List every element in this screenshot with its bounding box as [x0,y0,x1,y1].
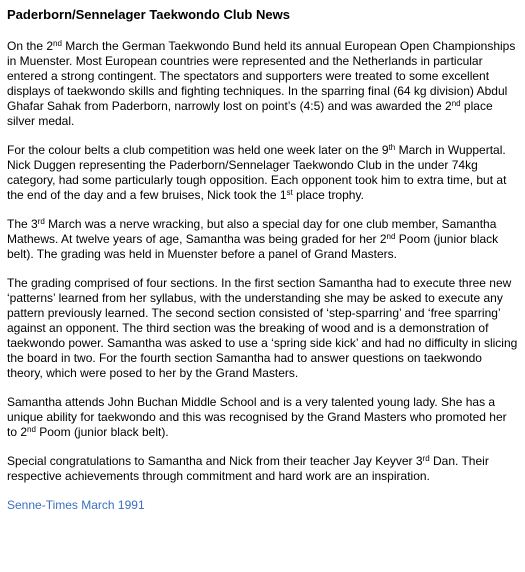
ordinal-superscript: nd [386,232,396,241]
source-credit: Senne-Times March 1991 [7,498,145,512]
paragraph: The 3rd March was a nerve wracking, but also a special day for one club member, Samantha Mathews. At twelve years of age, Samantha was being graded for her 2nd Poom (junior black belt). The grading was held in Muenster before a panel of Grand Masters. [7,217,499,261]
ordinal-superscript: nd [27,425,36,434]
article-title: Paderborn/Sennelager Taekwondo Club News [7,7,290,22]
ordinal-superscript: rd [37,217,45,226]
paragraph: On the 2nd March the German Taekwondo Bund held its annual European Open Championships in Muenster. Most European countries were represented and the Netherlands in particular entered a strong contingent. The spectators and supporters were treated to some excellent displays of taekwondo skills and fighting techniques. In the sparring final (64 kg division) Abdul Ghafar Sahak from Paderborn, narrowly lost on point’s (4:5) and was awarded the 2nd place silver medal. [7,39,516,128]
paragraph: The grading comprised of four sections. In the first section Samantha had to execute three new ‘patterns’ learned from her syllabus, with the understanding she may be asked to execute any pattern previously learned. The second section consisted of ‘step-sparring’ and ‘free sparring’ against an opponent. The third section was the breaking of wood and is a demonstration of taekwondo power. Samantha was asked to use a ‘spring side kick’ and had no difficulty in slicing the board in two. For the fourth section Samantha had to answer questions on taekwondo theory, which were posed to her by the Grand Masters. [7,276,518,380]
paragraph: Samantha attends John Buchan Middle School and is a very talented young lady. She has a unique ability for taekwondo and this was recognised by the Grand Masters who promoted her to 2nd Poom (junior black belt). [7,395,507,439]
article [7,7,519,513]
ordinal-superscript: rd [422,454,430,463]
paragraph: For the colour belts a club competition was held one week later on the 9th March in Wuppertal. Nick Duggen representing the Paderborn/Sennelager Taekwondo Club in the under 74kg category, had some particularly tough opposition. Each opponent took him to extra time, but at the end of the day and a few bruises, Nick took the 1st place trophy. [7,143,507,202]
ordinal-superscript: nd [451,99,461,108]
paragraph: Special congratulations to Samantha and Nick from their teacher Jay Keyver 3rd Dan. Their respective achievements through commitment and hard work are an inspiration. [7,454,489,483]
ordinal-superscript: th [388,143,396,152]
ordinal-superscript: st [286,188,293,197]
ordinal-superscript: nd [53,39,62,48]
